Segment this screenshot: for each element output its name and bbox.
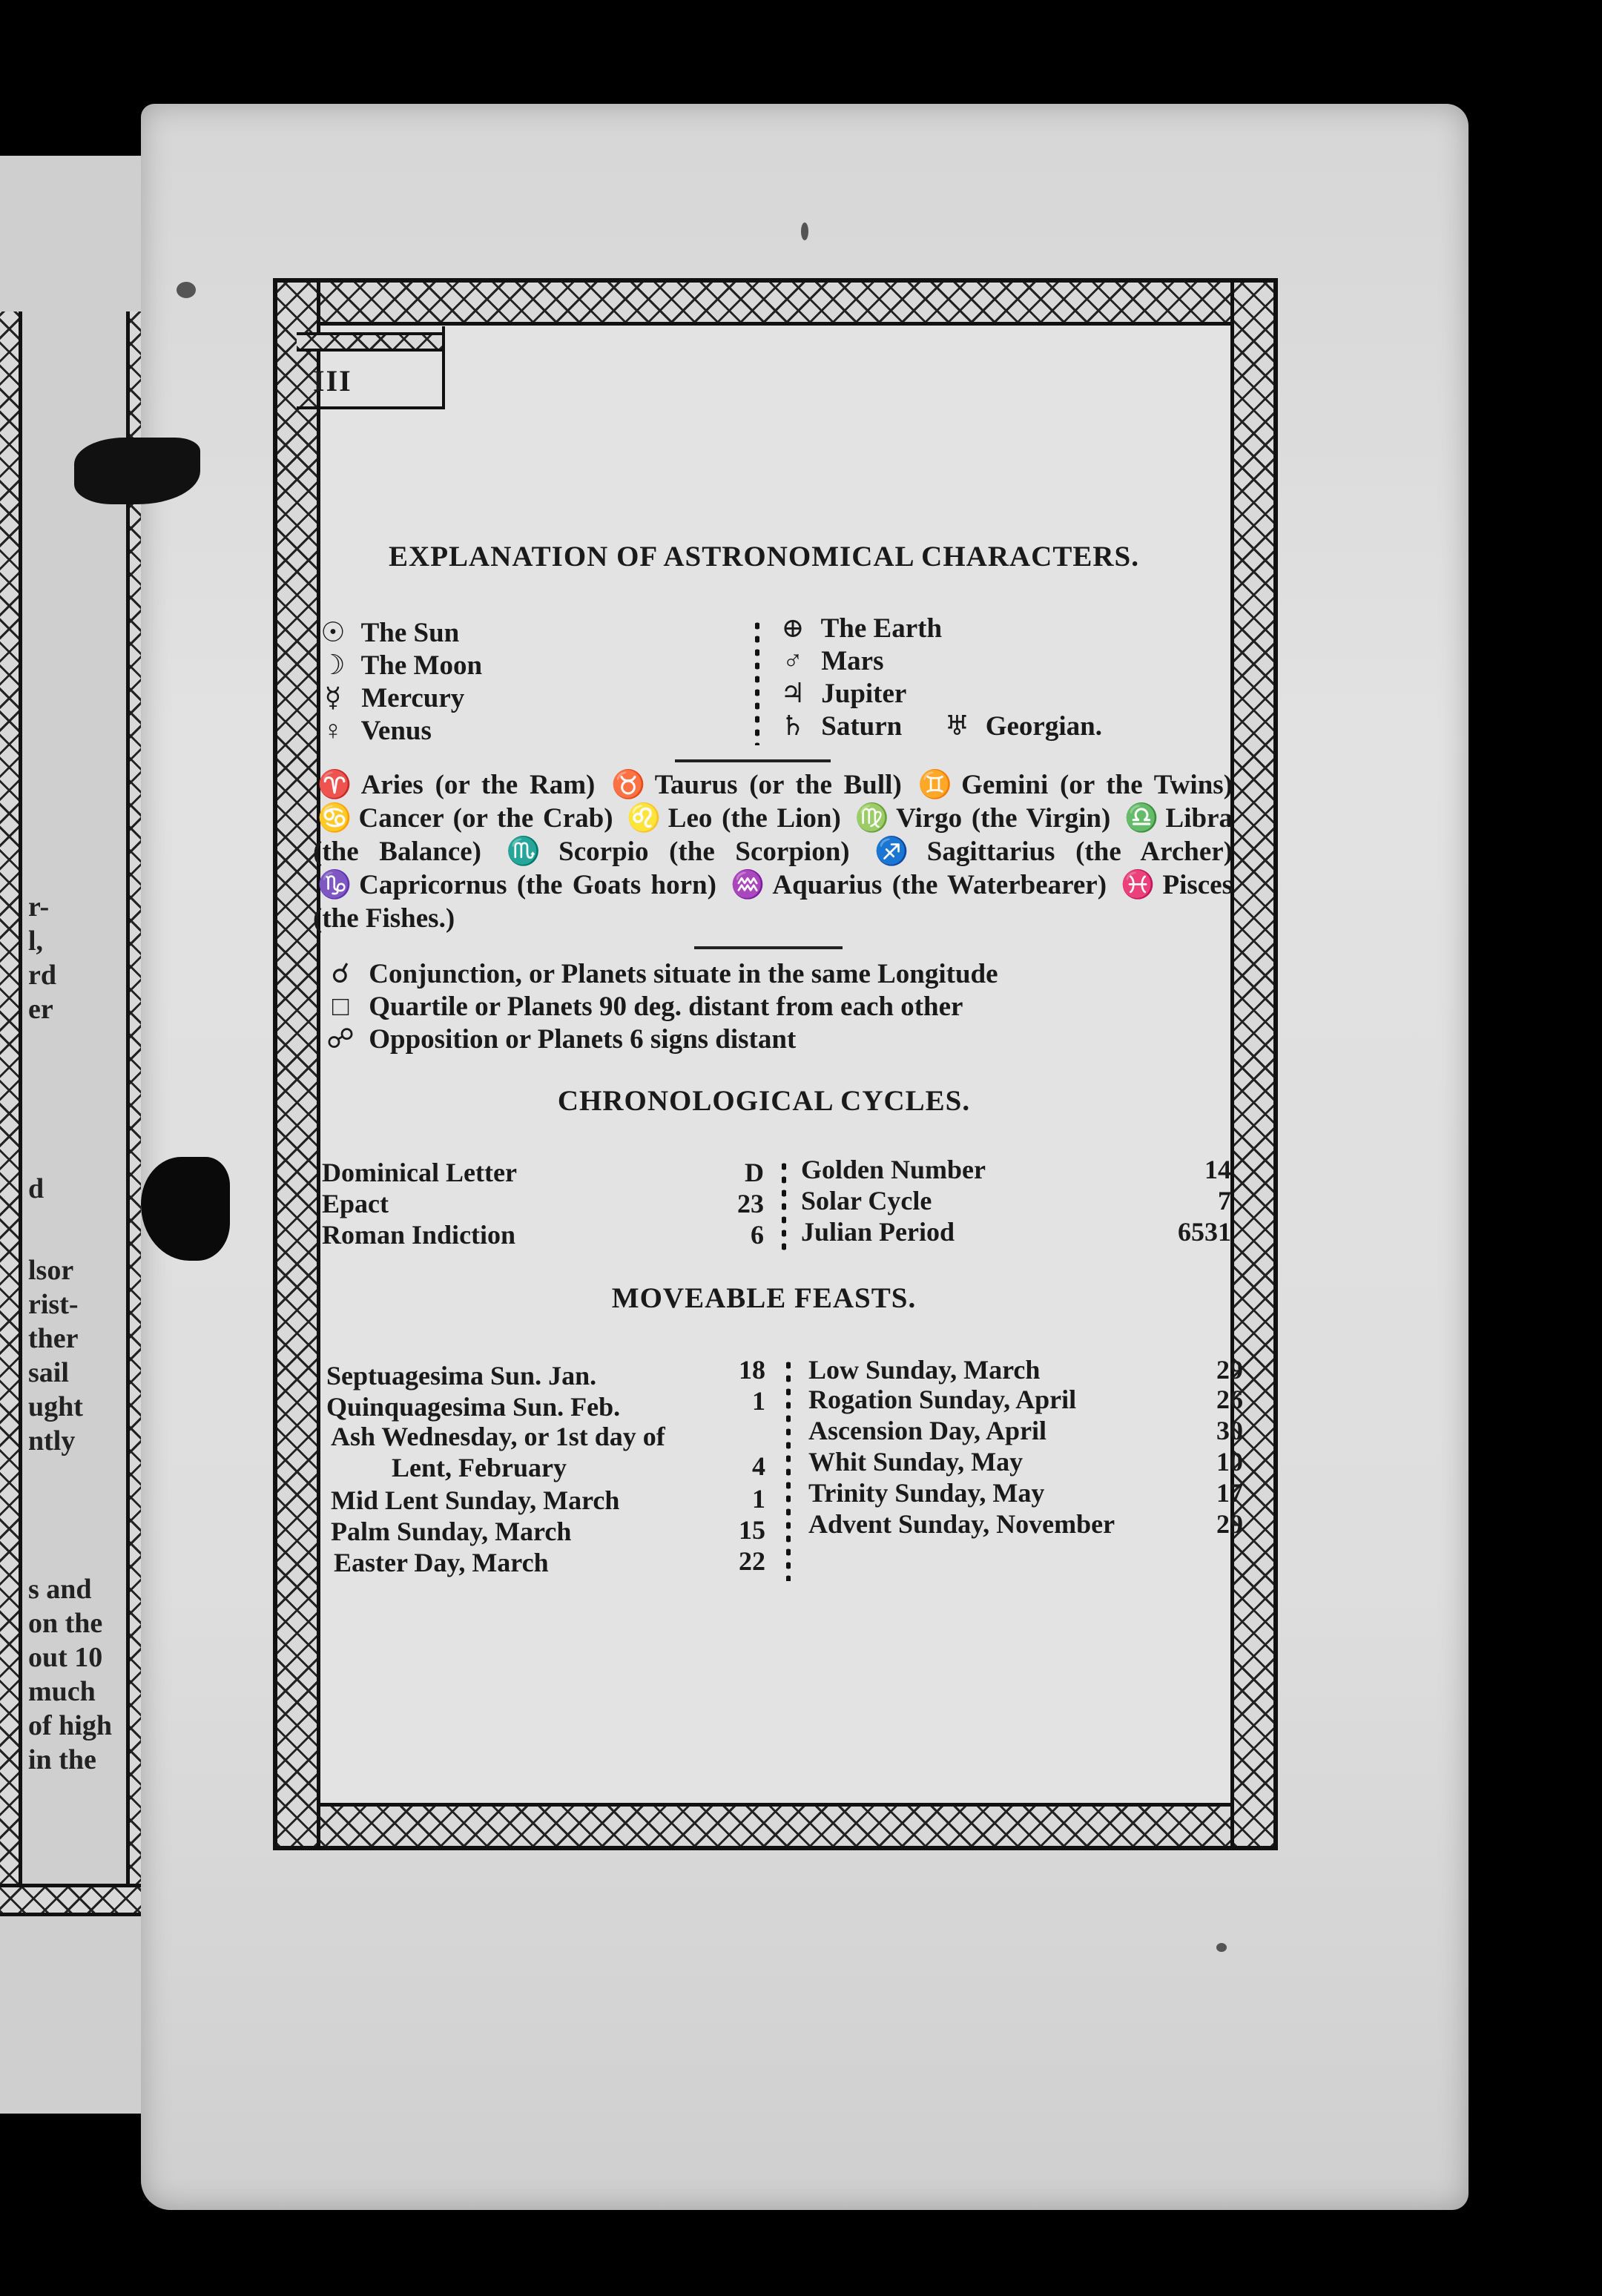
zodiac-entry: Capricornus (the Goats horn) xyxy=(359,870,716,900)
left-fragment: s and xyxy=(28,1574,92,1605)
left-fragment: l, xyxy=(28,926,44,957)
frame-right-band xyxy=(1230,283,1273,1846)
zodiac-entry: Aries (or the Ram) xyxy=(360,770,596,800)
left-fragment: sail xyxy=(28,1357,69,1388)
chronological-value: 6 xyxy=(751,1220,764,1250)
feast-value: 22 xyxy=(739,1546,765,1576)
aspect-row xyxy=(319,991,963,1023)
left-fragment: ntly xyxy=(28,1425,76,1457)
column-divider-dots xyxy=(755,619,759,745)
frame-bottom-band xyxy=(277,1803,1273,1846)
chronological-value: 6531 xyxy=(1178,1217,1231,1247)
zodiac-entry: Virgo (the Virgin) xyxy=(896,803,1111,834)
feast-label: Septuagesima Sun. Jan. xyxy=(326,1361,597,1391)
feast-label: Lent, February xyxy=(392,1453,567,1482)
planet-row xyxy=(312,617,459,650)
zodiac-entry: Libra (the Balance) xyxy=(313,803,1233,867)
feast-value: 1 xyxy=(752,1484,765,1514)
decorative-frame xyxy=(273,278,1278,1850)
left-fragment: out 10 xyxy=(28,1642,103,1673)
gemini-icon: ♊ xyxy=(917,770,957,800)
planet-row xyxy=(771,710,1102,743)
feast-label: Whit Sunday, May xyxy=(808,1447,1024,1477)
aries-icon: ♈ xyxy=(317,770,357,800)
left-fragment: er xyxy=(28,994,53,1025)
left-fragment: lsor xyxy=(28,1255,74,1286)
aspect-text: Opposition or Planets 6 signs distant xyxy=(369,1024,797,1055)
feast-label: Advent Sunday, November xyxy=(808,1509,1115,1539)
chronological-label: Epact xyxy=(322,1189,389,1218)
feast-value: 29 xyxy=(1216,1355,1243,1385)
moon-icon: ☽ xyxy=(320,650,346,681)
quartile-icon: □ xyxy=(332,992,349,1022)
feast-label: Ascension Day, April xyxy=(808,1416,1047,1445)
venus-icon: ♀ xyxy=(323,716,343,746)
left-fragment: d xyxy=(28,1173,44,1204)
feasts-title: MOVEABLE FEASTS. xyxy=(611,1282,917,1314)
aspect-text: Quartile or Planets 90 deg. distant from each other xyxy=(369,992,963,1022)
section-rule xyxy=(675,759,831,762)
planet-name: Mars xyxy=(821,646,884,676)
page-number: III xyxy=(313,364,352,397)
astronomical-title: EXPLANATION OF ASTRONOMICAL CHARACTERS. xyxy=(389,541,1139,573)
left-fragment: r- xyxy=(28,891,50,923)
left-page-border-outer xyxy=(0,311,22,1913)
planet-row xyxy=(771,645,884,678)
chronological-value: D xyxy=(745,1158,764,1187)
feast-label: Palm Sunday, March xyxy=(331,1517,572,1546)
chronological-title: CHRONOLOGICAL CYCLES. xyxy=(557,1085,971,1117)
capricorn-icon: ♑ xyxy=(317,870,355,900)
frame-left-band xyxy=(277,283,320,1846)
mercury-icon: ☿ xyxy=(324,683,342,713)
planet-name: Mercury xyxy=(361,683,465,713)
zodiac-entry: Leo (the Lion) xyxy=(668,803,841,834)
uranus-icon: ♅ xyxy=(944,711,970,742)
chronological-label: Dominical Letter xyxy=(322,1158,517,1187)
planet-row xyxy=(312,715,432,748)
feast-value: 4 xyxy=(752,1451,765,1481)
sagittarius-icon: ♐ xyxy=(874,837,923,867)
aquarius-icon: ♒ xyxy=(731,870,768,900)
planet-name: The Sun xyxy=(360,618,460,648)
virgo-icon: ♍ xyxy=(854,803,892,834)
leo-icon: ♌ xyxy=(627,803,664,834)
chronological-value: 14 xyxy=(1204,1155,1231,1184)
planet-row xyxy=(312,650,482,682)
planet-row xyxy=(771,613,942,645)
zodiac-entry: Sagittarius (the Archer) xyxy=(926,837,1233,867)
left-fragment: of high xyxy=(28,1710,112,1741)
chronological-label: Golden Number xyxy=(801,1155,986,1184)
mars-icon: ♂ xyxy=(782,646,803,676)
jupiter-icon: ♃ xyxy=(780,679,805,709)
chronological-label: Roman Indiction xyxy=(322,1220,516,1250)
planet-name: Venus xyxy=(360,716,432,746)
left-fragment: ught xyxy=(28,1391,83,1422)
feast-label: Low Sunday, March xyxy=(808,1355,1041,1385)
feast-label: Mid Lent Sunday, March xyxy=(331,1485,620,1515)
left-fragment: rd xyxy=(28,960,56,991)
ink-stain xyxy=(177,282,196,298)
section-rule xyxy=(694,946,843,949)
feast-value: 26 xyxy=(1216,1385,1243,1414)
left-page-border-bottom xyxy=(0,1884,159,1916)
zodiac-entry: Aquarius (the Waterbearer) xyxy=(772,870,1107,900)
column-divider-dots xyxy=(782,1160,786,1253)
sun-icon: ☉ xyxy=(320,618,346,648)
earth-icon: ⊕ xyxy=(781,613,805,644)
left-fragment: on the xyxy=(28,1608,103,1639)
page-number-strip xyxy=(297,332,442,352)
left-fragment: in the xyxy=(28,1744,96,1775)
chronological-label: Julian Period xyxy=(801,1217,955,1247)
chronological-label: Solar Cycle xyxy=(801,1186,932,1215)
pisces-icon: ♓ xyxy=(1121,870,1158,900)
scorpio-icon: ♏ xyxy=(506,837,555,867)
page-tear xyxy=(74,438,200,504)
feast-value: 10 xyxy=(1216,1447,1243,1477)
chronological-value: 7 xyxy=(1218,1186,1231,1215)
page-number-box xyxy=(297,326,445,409)
feast-label: Quinquagesima Sun. Feb. xyxy=(326,1392,621,1422)
aspect-row xyxy=(319,1023,796,1056)
chronological-value: 23 xyxy=(737,1189,764,1218)
planet-row xyxy=(771,678,906,710)
opposition-icon: ☍ xyxy=(326,1024,355,1055)
zodiac-entry: Gemini (or the Twins) xyxy=(961,770,1233,800)
column-divider-dots xyxy=(786,1359,791,1581)
feast-label: Easter Day, March xyxy=(334,1548,549,1577)
feast-value: 29 xyxy=(1216,1509,1243,1539)
taurus-icon: ♉ xyxy=(611,770,650,800)
left-fragment: ther xyxy=(28,1323,79,1354)
feast-label: Ash Wednesday, or 1st day of xyxy=(331,1422,665,1451)
ink-stain xyxy=(1216,1943,1227,1952)
aspect-text: Conjunction, or Planets situate in the same Longitude xyxy=(369,959,998,989)
zodiac-entry: Taurus (or the Bull) xyxy=(654,770,902,800)
zodiac-entry: Cancer (or the Crab) xyxy=(358,803,613,834)
ink-stain xyxy=(801,222,808,240)
feast-value: 18 xyxy=(739,1355,765,1385)
saturn-icon: ♄ xyxy=(780,711,805,742)
zodiac-paragraph xyxy=(313,768,1233,935)
conjunction-icon: ☌ xyxy=(331,959,350,989)
feast-value: 30 xyxy=(1216,1416,1243,1445)
planet-name: Georgian. xyxy=(985,711,1102,742)
planet-name: Jupiter xyxy=(821,679,907,709)
left-fragment: much xyxy=(28,1676,96,1707)
zodiac-entry: Pisces (the Fishes.) xyxy=(313,870,1233,934)
aspect-row xyxy=(319,958,998,991)
feast-label: Trinity Sunday, May xyxy=(808,1478,1045,1508)
left-fragment: rist- xyxy=(28,1289,79,1320)
zodiac-entry: Scorpio (the Scorpion) xyxy=(558,837,850,867)
cancer-icon: ♋ xyxy=(317,803,355,834)
planet-name: The Moon xyxy=(360,650,483,681)
libra-icon: ♎ xyxy=(1124,803,1161,834)
frame-top-band xyxy=(277,283,1273,326)
feast-label: Rogation Sunday, April xyxy=(808,1385,1077,1414)
planet-row xyxy=(312,682,464,715)
feast-value: 17 xyxy=(1216,1478,1243,1508)
planet-name: The Earth xyxy=(820,613,943,644)
feast-value: 1 xyxy=(752,1386,765,1416)
planet-name: Saturn xyxy=(821,711,903,742)
feast-value: 15 xyxy=(739,1515,765,1545)
